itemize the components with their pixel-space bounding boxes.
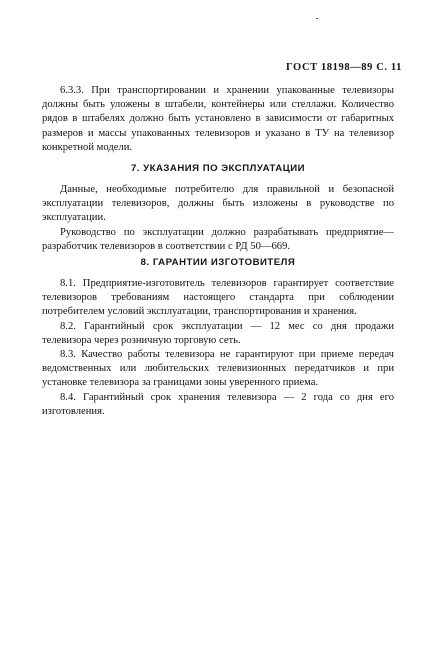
paragraph-8-4: 8.4. Гарантийный срок хранения телевизора — 2 года со дня его изготовления. bbox=[42, 391, 394, 417]
paragraph-6-3-3: 6.3.3. При транспортировании и хранении упакованные телевизоры должны быть уложены в штабели, контейнеры или стеллажи. Количество рядов в штабелях должно быть установлено в зависимости от габаритных размеров и массы упакованных телевизоров и указано в ТУ на телевизор конкретной модели. bbox=[42, 85, 394, 153]
section-8-body bbox=[42, 277, 394, 419]
paragraph-7-1: Данные, необходимые потребителю для правильной и безопасной эксплуатации телевизоров, должны быть изложены в руководстве по эксплуатации. bbox=[42, 184, 394, 224]
paragraph-8-1: 8.1. Предприятие-изготовитель телевизоров гарантирует соответствие телевизоров требованиям настоящего стандарта при соблюдении потребителем условий эксплуатации, транспортирования и хранения. bbox=[42, 278, 394, 318]
scan-speck bbox=[316, 18, 318, 19]
section-6-3-3 bbox=[42, 84, 394, 155]
section-7-heading: 7. УКАЗАНИЯ ПО ЭКСПЛУАТАЦИИ bbox=[130, 163, 306, 174]
paragraph-8-3: 8.3. Качество работы телевизора не гарантируют при приеме передач ведомственных или любительских телевизионных передатчиков и при установке телевизора за границами зоны уверенного приема. bbox=[42, 349, 394, 389]
section-8-heading: 8. ГАРАНТИИ ИЗГОТОВИТЕЛЯ bbox=[140, 257, 296, 268]
paragraph-7-2: Руководство по эксплуатации должно разрабатывать предприятие—разработчик телевизоров в соответствии с РД 50—669. bbox=[42, 226, 394, 252]
page-header: ГОСТ 18198—89 С. 11 bbox=[286, 62, 402, 73]
section-7-body bbox=[42, 183, 394, 254]
paragraph-8-2: 8.2. Гарантийный срок эксплуатации — 12 мес со дня продажи телевизора через розничную торговую сеть. bbox=[42, 320, 394, 346]
